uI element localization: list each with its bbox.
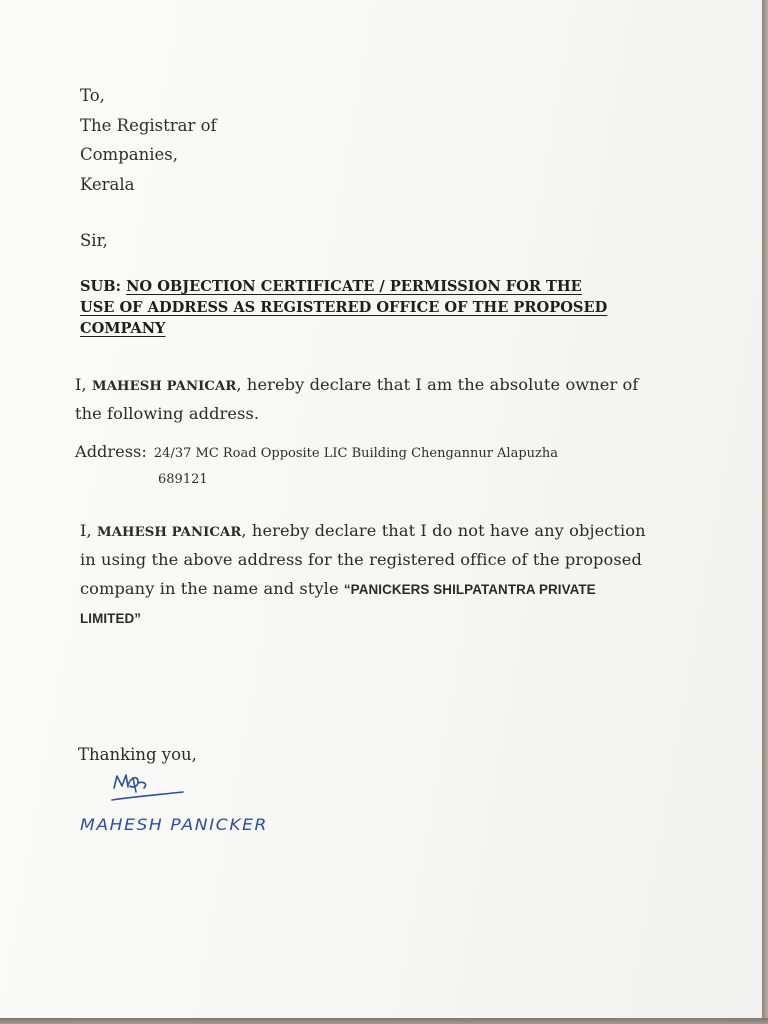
address-pincode: 689121 (158, 472, 208, 487)
subject-prefix: SUB: (80, 278, 127, 295)
text-run: I, (75, 375, 92, 394)
closing: Thanking you, (78, 745, 197, 764)
address-line (75, 442, 558, 461)
recipient-line: The Registrar of (80, 115, 217, 135)
paragraph-line (80, 521, 646, 550)
recipient-line: To, (80, 86, 105, 105)
company-name: LIMITED” (80, 611, 142, 626)
recipient-line: Kerala (80, 174, 135, 194)
signature-mark (100, 768, 190, 808)
salutation: Sir, (80, 231, 108, 250)
subject-line: COMPANY (80, 320, 166, 337)
subject-text: NO OBJECTION CERTIFICATE / PERMISSION FOR THE (126, 278, 582, 295)
text-run: , hereby declare that I am the absolute owner of (236, 375, 639, 394)
paragraph-line (80, 608, 646, 637)
subject-line (80, 276, 690, 297)
signature-name-text: MAHESH PANICKER (80, 815, 268, 834)
text-run: company in the name and style (80, 579, 344, 598)
paragraph-line: in using the above address for the registered office of the proposed (80, 550, 642, 569)
recipient-line: Companies, (80, 145, 178, 164)
paragraph-line: the following address. (75, 403, 260, 423)
ownership-paragraph (75, 375, 639, 432)
owner-name: MAHESH PANICAR (92, 379, 237, 394)
no-objection-paragraph (80, 521, 646, 637)
text-run: I, (80, 521, 97, 540)
address-value: 24/37 MC Road Opposite LIC Building Chengannur Alapuzha (153, 446, 558, 461)
text-run: , hereby declare that I do not have any objection (241, 521, 646, 540)
owner-name: MAHESH PANICAR (97, 525, 242, 540)
recipient-block (80, 86, 217, 204)
subject-line: USE OF ADDRESS AS REGISTERED OFFICE OF THE PROPOSED (80, 299, 608, 316)
page-edge-shadow (762, 0, 768, 1024)
subject-block (80, 276, 690, 339)
paragraph-line (80, 579, 646, 608)
address-label: Address: (75, 442, 147, 461)
signature-handwritten-name (80, 812, 280, 836)
company-name: “PANICKERS SHILPATANTRA PRIVATE (343, 582, 596, 597)
paragraph-line (75, 375, 639, 404)
page-edge-shadow (0, 1018, 768, 1024)
